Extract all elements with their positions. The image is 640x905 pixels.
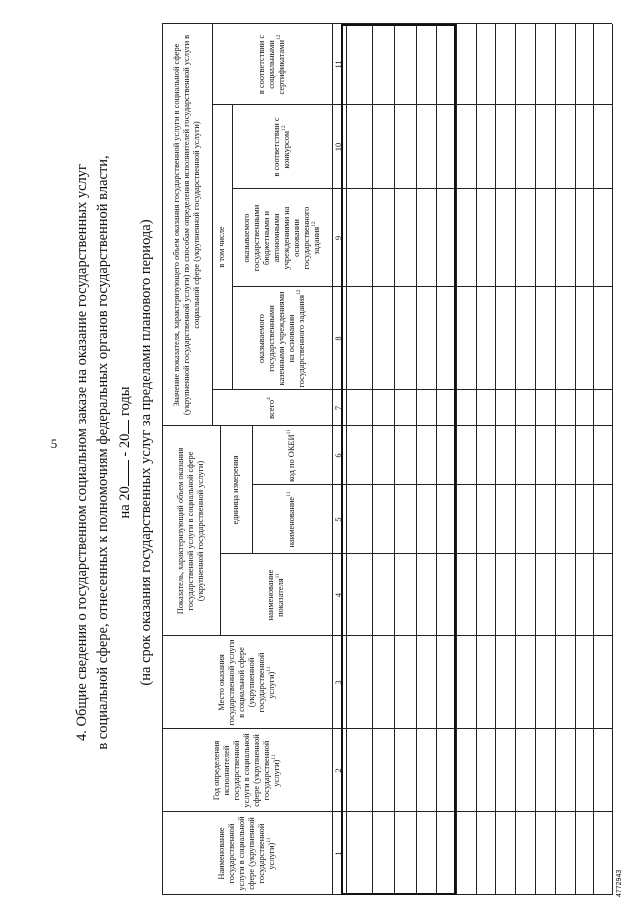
- header-state-owned-institutions: оказываемого государственными казенными учреждениями на основании государственного задания$^{12}$: [257, 289, 306, 388]
- header-volume-indicator: Показатель, характеризующий объем оказания государственной услуги в социальной сфере (укрупненной государственной услуги): [176, 447, 205, 615]
- header-including: в том числе: [217, 226, 226, 268]
- col-number-4: 4: [334, 592, 343, 598]
- highlight-frame: [341, 24, 456, 895]
- heading-year-to: - 20: [117, 433, 133, 461]
- section-heading: [72, 0, 157, 905]
- col-number-9: 9: [334, 235, 343, 241]
- data-row-line-11: [575, 24, 576, 895]
- data-row-line-10: [555, 24, 556, 895]
- data-row-line-5: [456, 24, 457, 895]
- header-total: всего$^4$: [266, 397, 276, 419]
- header-service-name: Наименование государственной услуги в социальной сфере (укрупненной государственной услуги)$^{11}$: [217, 816, 276, 891]
- header-unit-group: единица измерения: [231, 455, 240, 525]
- year-blank-2: [114, 420, 129, 434]
- col-number-1: 1: [334, 851, 343, 856]
- col-number-3: 3: [334, 680, 343, 685]
- heading-line-4: (на срок оказания государственных услуг за пределами планового периода): [138, 219, 154, 686]
- header-budget-autonomous-institutions: оказываемого государственными бюджетными и автономными учреждениями на основании государственного задания$^{12}$: [242, 204, 321, 272]
- data-row-line-8: [515, 24, 516, 895]
- header-social-certificates: в соответствии с социальными сертификатами$^{12}$: [257, 34, 286, 95]
- col-number-6: 6: [334, 453, 343, 458]
- year-blank-1: [114, 460, 129, 486]
- header-unit-name: наименование$^{11}$: [286, 491, 296, 548]
- data-row-line-7: [495, 24, 496, 895]
- header-determination-year: Год определения исполнителей государственной услуги в социальной сфере (укрупненной государственной услуги)$^{11}$: [212, 733, 281, 808]
- document-id: 4772943: [616, 869, 623, 897]
- col-number-5: 5: [334, 517, 343, 522]
- table-bottom-border: [612, 24, 613, 895]
- heading-line-1: 4. Общие сведения о государственном социальном заказе на оказание государственных услуг: [74, 164, 90, 741]
- heading-years-word: годы: [117, 386, 133, 420]
- col-number-8: 8: [334, 336, 343, 341]
- header-indicator-value: Значение показателя, характеризующего объем оказания государственной услуги в социальной сфере (укрупненной государственной услуги) по способам определения исполнителей государственной услуги в социальной сфере (укрупненной государственной услуги): [172, 34, 201, 416]
- page-number: 5: [50, 436, 58, 451]
- data-row-line-6: [476, 24, 477, 895]
- heading-line-3: [114, 0, 136, 905]
- col-number-2: 2: [334, 768, 343, 773]
- heading-line-2: в социальной сфере, отнесенных к полномочиям федеральных органов государственной власти,: [95, 155, 111, 750]
- header-okei-code: код по ОКЕИ$^{11}$: [286, 429, 296, 482]
- col-number-7: 7: [334, 405, 343, 411]
- data-row-line-9: [535, 24, 536, 895]
- heading-year-from: на 20: [117, 486, 133, 519]
- header-indicator-name: наименование показателя$^{11}$: [266, 569, 285, 621]
- header-service-place: Место оказания государственной услуги в социальной сфере (укрупненной государственной услуги)$^{11}$: [217, 639, 276, 726]
- col-number-10: 10: [334, 142, 343, 152]
- col-number-11: 11: [334, 60, 343, 69]
- data-row-line-12: [593, 24, 594, 895]
- header-competition: в соответствии с конкурсом$^{12}$: [272, 117, 291, 177]
